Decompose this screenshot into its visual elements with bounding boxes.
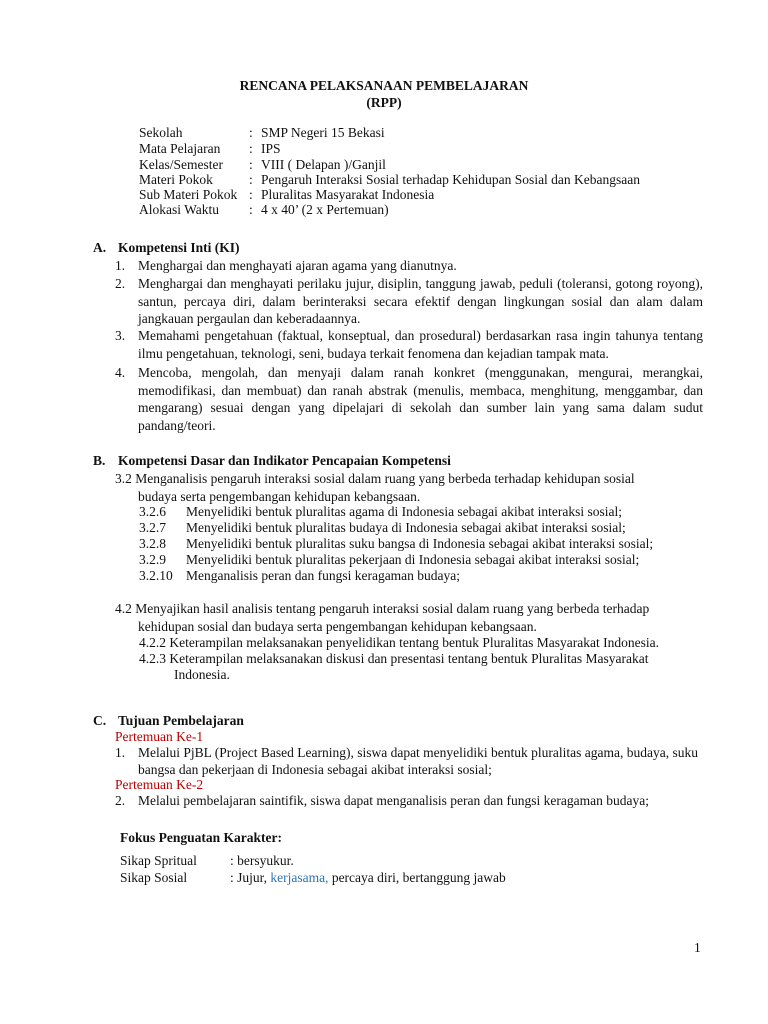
item-number: 2. xyxy=(115,793,126,808)
ki-item xyxy=(115,364,703,434)
item-text: Melalui PjBL (Project Based Learning), siswa dapat menyelidiki bentuk pluralitas agama, budaya, suku bangsa dan pekerjaan di Indonesia sebagai akibat interaksi sosial; xyxy=(138,745,698,777)
meeting-2-label: Pertemuan Ke-2 xyxy=(115,777,204,792)
attitude-value-highlight: kerjasama, xyxy=(270,870,329,885)
indicator-text: Menyelidiki bentuk pluralitas suku bangsa di Indonesia sebagai akibat interaksi sosial; xyxy=(186,536,654,551)
section-letter: C. xyxy=(93,713,107,728)
section-title: Kompetensi Dasar dan Indikator Pencapaian Kompetensi xyxy=(118,453,451,468)
info-label: Sub Materi Pokok xyxy=(139,187,238,202)
section-letter: A. xyxy=(93,240,107,255)
info-colon: : xyxy=(249,141,253,156)
info-label: Kelas/Semester xyxy=(139,157,223,172)
kd-text: 3.2 Menganalisis pengaruh interaksi sosial dalam ruang yang berbeda terhadap kehidupan sosial xyxy=(115,471,635,486)
indicator-text: 4.2.3 Keterampilan melaksanakan diskusi dan presentasi tentang bentuk Pluralitas Masyarakat xyxy=(139,651,649,666)
indicator-text: 4.2.2 Keterampilan melaksanakan penyelidikan tentang bentuk Pluralitas Masyarakat Indonesia. xyxy=(139,635,659,650)
indicator-text-continued: Indonesia. xyxy=(174,667,230,682)
section-title: Kompetensi Inti (KI) xyxy=(118,240,240,255)
info-value: IPS xyxy=(261,141,281,156)
item-text: Menghargai dan menghayati perilaku jujur, disiplin, tanggung jawab, peduli (toleransi, gotong royong), santun, percaya diri, dalam berinteraksi secara efektif dengan lingkungan sosial dan alam dalam jangkauan pergaulan dan keberadaannya. xyxy=(138,276,703,327)
indicator-4-2-3 xyxy=(139,651,719,683)
ki-item xyxy=(115,257,703,275)
page-number: 1 xyxy=(694,940,701,955)
info-label: Materi Pokok xyxy=(139,172,213,187)
item-number: 2. xyxy=(115,276,126,291)
item-text: Memahami pengetahuan (faktual, konseptual, dan prosedural) berdasarkan rasa ingin tahunya tentang ilmu pengetahuan, teknologi, seni, budaya terkait fenomena dan kejadian tampak mata. xyxy=(138,328,703,361)
ki-item xyxy=(115,275,703,328)
indicator-code: 3.2.7 xyxy=(139,520,166,535)
item-number: 3. xyxy=(115,328,126,343)
item-text: Mencoba, mengolah, dan menyaji dalam ranah konkret (menggunakan, mengurai, merangkai, memodifikasi, dan membuat) dan ranah abstrak (menulis, membaca, menghitung, menggambar, dan mengarang) sesuai dengan yang dipelajari di sekolah dan sumber lain yang sama dalam sudut pandang/teori. xyxy=(138,365,703,433)
item-text: Melalui pembelajaran saintifik, siswa dapat menganalisis peran dan fungsi keragaman budaya; xyxy=(138,793,649,808)
attitude-value: : bersyukur. xyxy=(230,853,294,868)
indicator-text: Menyelidiki bentuk pluralitas pekerjaan di Indonesia sebagai akibat interaksi sosial; xyxy=(186,552,640,567)
info-colon: : xyxy=(249,202,253,217)
document-subtitle: (RPP) xyxy=(366,95,402,110)
item-number: 1. xyxy=(115,258,126,273)
info-colon: : xyxy=(249,172,253,187)
indicator-text: Menganalisis peran dan fungsi keragaman budaya; xyxy=(186,568,461,583)
info-label: Mata Pelajaran xyxy=(139,141,221,156)
item-number: 4. xyxy=(115,365,126,380)
info-value: 4 x 40’ (2 x Pertemuan) xyxy=(261,202,389,217)
kd-4-2 xyxy=(115,600,715,635)
indicator-code: 3.2.10 xyxy=(139,568,173,583)
indicator-text: Menyelidiki bentuk pluralitas agama di Indonesia sebagai akibat interaksi sosial; xyxy=(186,504,623,519)
indicator-code: 3.2.6 xyxy=(139,504,166,519)
kd-text-continued: budaya serta pengembangan kehidupan kebangsaan. xyxy=(138,488,421,504)
indicator-code: 3.2.9 xyxy=(139,552,166,567)
indicator-4-2-2 xyxy=(139,635,719,651)
document-title: RENCANA PELAKSANAAN PEMBELAJARAN xyxy=(239,78,529,93)
item-text: Menghargai dan menghayati ajaran agama yang dianutnya. xyxy=(138,258,457,273)
attitude-value-suffix: percaya diri, bertanggung jawab xyxy=(328,870,506,885)
attitude-value xyxy=(230,870,506,886)
kd-text-continued: kehidupan sosial dan budaya serta pengembangan kehidupan kebangsaan. xyxy=(138,618,537,634)
indicator-text: Menyelidiki bentuk pluralitas budaya di Indonesia sebagai akibat interaksi sosial; xyxy=(186,520,626,535)
info-colon: : xyxy=(249,125,253,140)
attitude-label: Sikap Sosial xyxy=(120,870,188,885)
info-value: Pengaruh Interaksi Sosial terhadap Kehidupan Sosial dan Kebangsaan xyxy=(261,172,641,187)
info-colon: : xyxy=(249,157,253,172)
character-focus-title: Fokus Penguatan Karakter: xyxy=(120,830,282,845)
kd-text: 4.2 Menyajikan hasil analisis tentang pengaruh interaksi sosial dalam ruang yang berbeda terhadap xyxy=(115,601,650,616)
info-label: Sekolah xyxy=(139,125,183,140)
info-value: SMP Negeri 15 Bekasi xyxy=(261,125,385,140)
meeting-1-label: Pertemuan Ke-1 xyxy=(115,729,204,744)
item-number: 1. xyxy=(115,745,126,760)
indicator-code: 3.2.8 xyxy=(139,536,166,551)
info-value: VIII ( Delapan )/Ganjil xyxy=(261,157,386,172)
info-value: Pluralitas Masyarakat Indonesia xyxy=(261,187,435,202)
ki-item xyxy=(115,327,703,362)
section-letter: B. xyxy=(93,453,106,468)
kd-3-2 xyxy=(115,470,715,505)
section-title: Tujuan Pembelajaran xyxy=(118,713,244,728)
attitude-value-prefix: : Jujur, xyxy=(230,870,271,885)
objective-item xyxy=(115,792,715,810)
info-colon: : xyxy=(249,187,253,202)
info-label: Alokasi Waktu xyxy=(139,202,220,217)
attitude-label: Sikap Spritual xyxy=(120,853,197,868)
objective-item xyxy=(115,744,703,778)
